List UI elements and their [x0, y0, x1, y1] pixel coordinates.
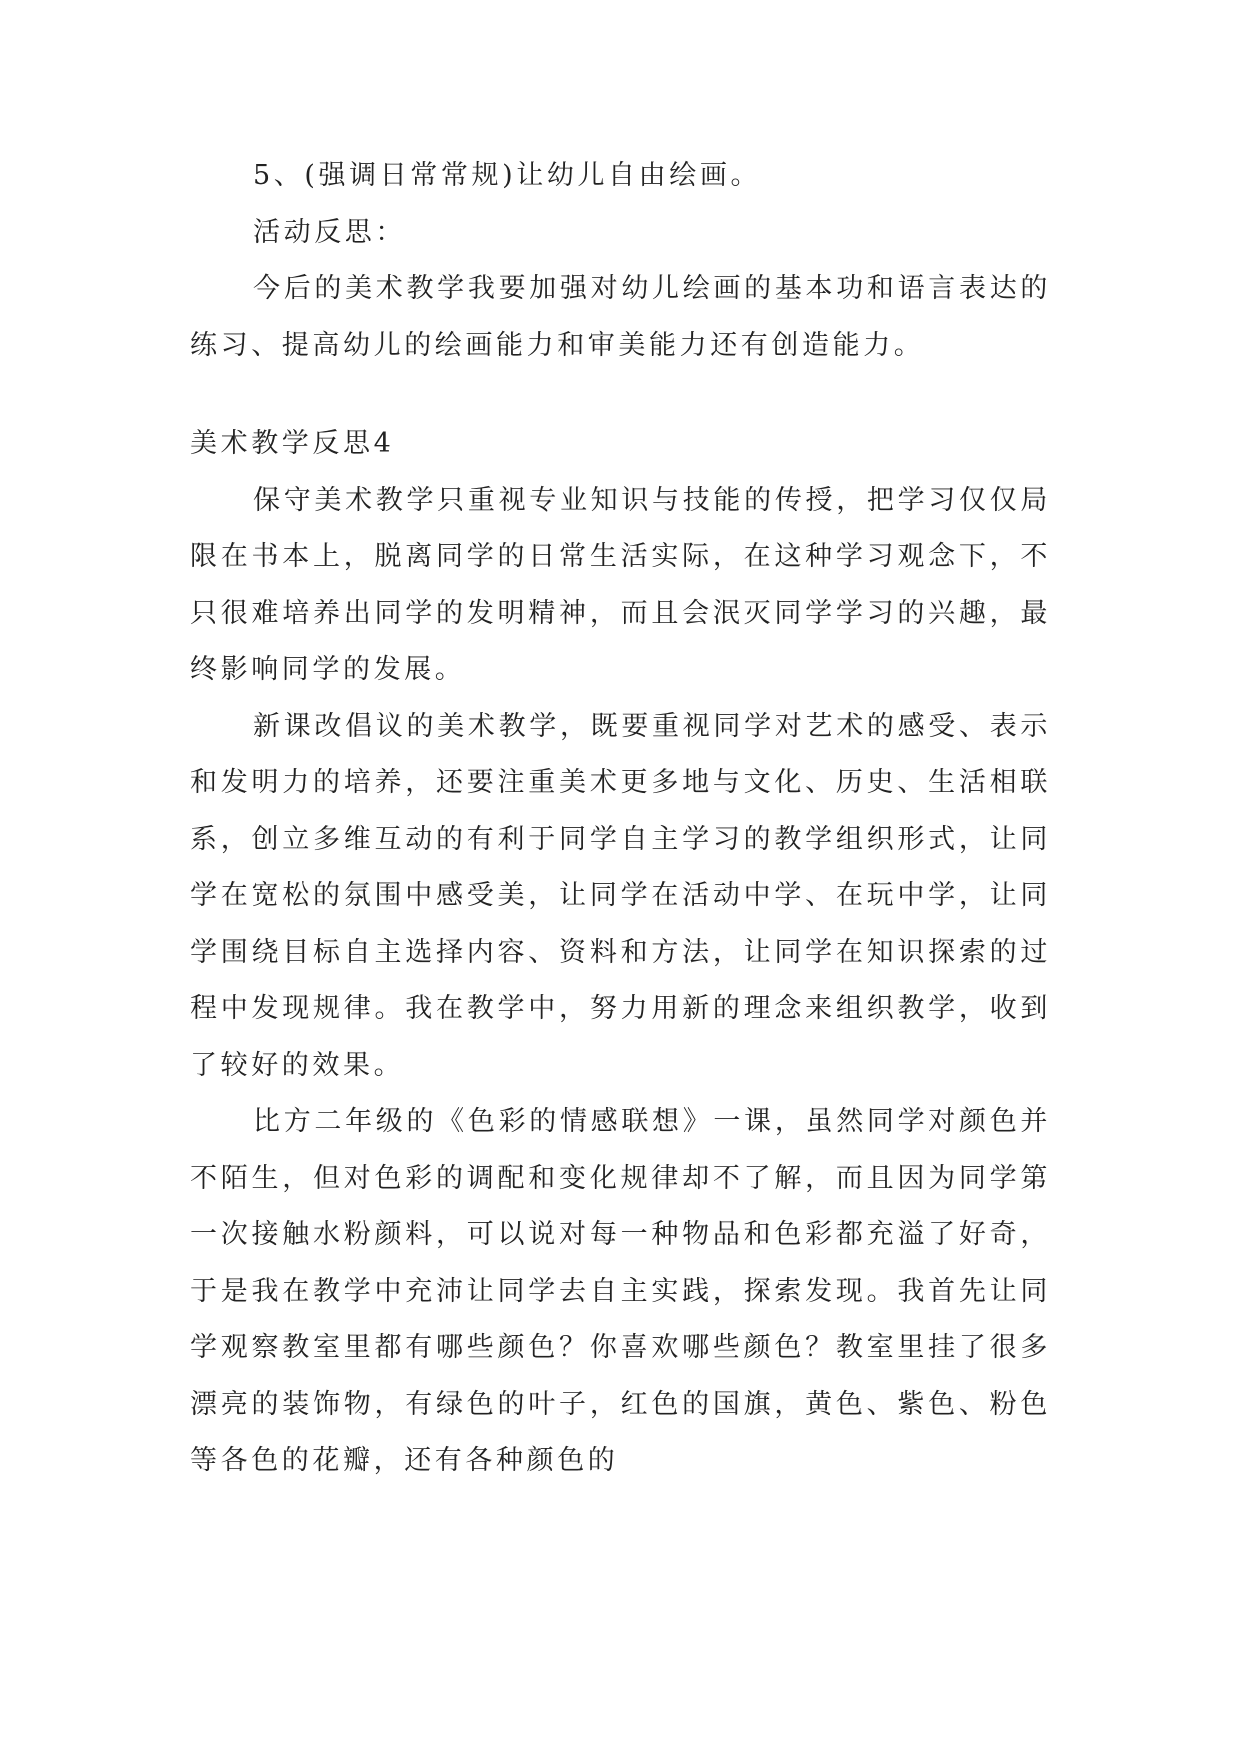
- paragraph-reflection-heading: 活动反思：: [253, 216, 406, 248]
- section-paragraph-1: 保守美术教学只重视专业知识与技能的传授，把学习仅仅局限在书本上，脱离同学的日常生活实际，在这种学习观念下，不只很难培养出同学的发明精神，而且会泯灭同学学习的兴趣，最终影响同学的发展。: [190, 484, 1051, 685]
- section-paragraph-2: 新课改倡议的美术教学，既要重视同学对艺术的感受、表示和发明力的培养，还要注重美术更多地与文化、历史、生活相联系，创立多维互动的有利于同学自主学习的教学组织形式，让同学在宽松的氛围中感受美，让同学在活动中学、在玩中学，让同学围绕目标自主选择内容、资料和方法，让同学在知识探索的过程中发现规律。我在教学中，努力用新的理念来组织教学，收到了较好的效果。: [190, 710, 1051, 1081]
- paragraph-reflection-body: 今后的美术教学我要加强对幼儿绘画的基本功和语言表达的练习、提高幼儿的绘画能力和审美能力还有创造能力。: [190, 273, 1051, 361]
- section-paragraph-3: 比方二年级的《色彩的情感联想》一课，虽然同学对颜色并不陌生，但对色彩的调配和变化规律却不了解，而且因为同学第一次接触水粉颜料，可以说对每一种物品和色彩都充溢了好奇，于是我在教学中充沛让同学去自主实践，探索发现。我首先让同学观察教室里都有哪些颜色？你喜欢哪些颜色？教室里挂了很多漂亮的装饰物，有绿色的叶子，红色的国旗，黄色、紫色、粉色等各色的花瓣，还有各种颜色的: [190, 1106, 1051, 1476]
- paragraph-step-5: 5、(强调日常常规)让幼儿自由绘画。: [253, 160, 762, 191]
- section-title: 美术教学反思4: [190, 428, 395, 459]
- section-spacer: [190, 374, 1051, 416]
